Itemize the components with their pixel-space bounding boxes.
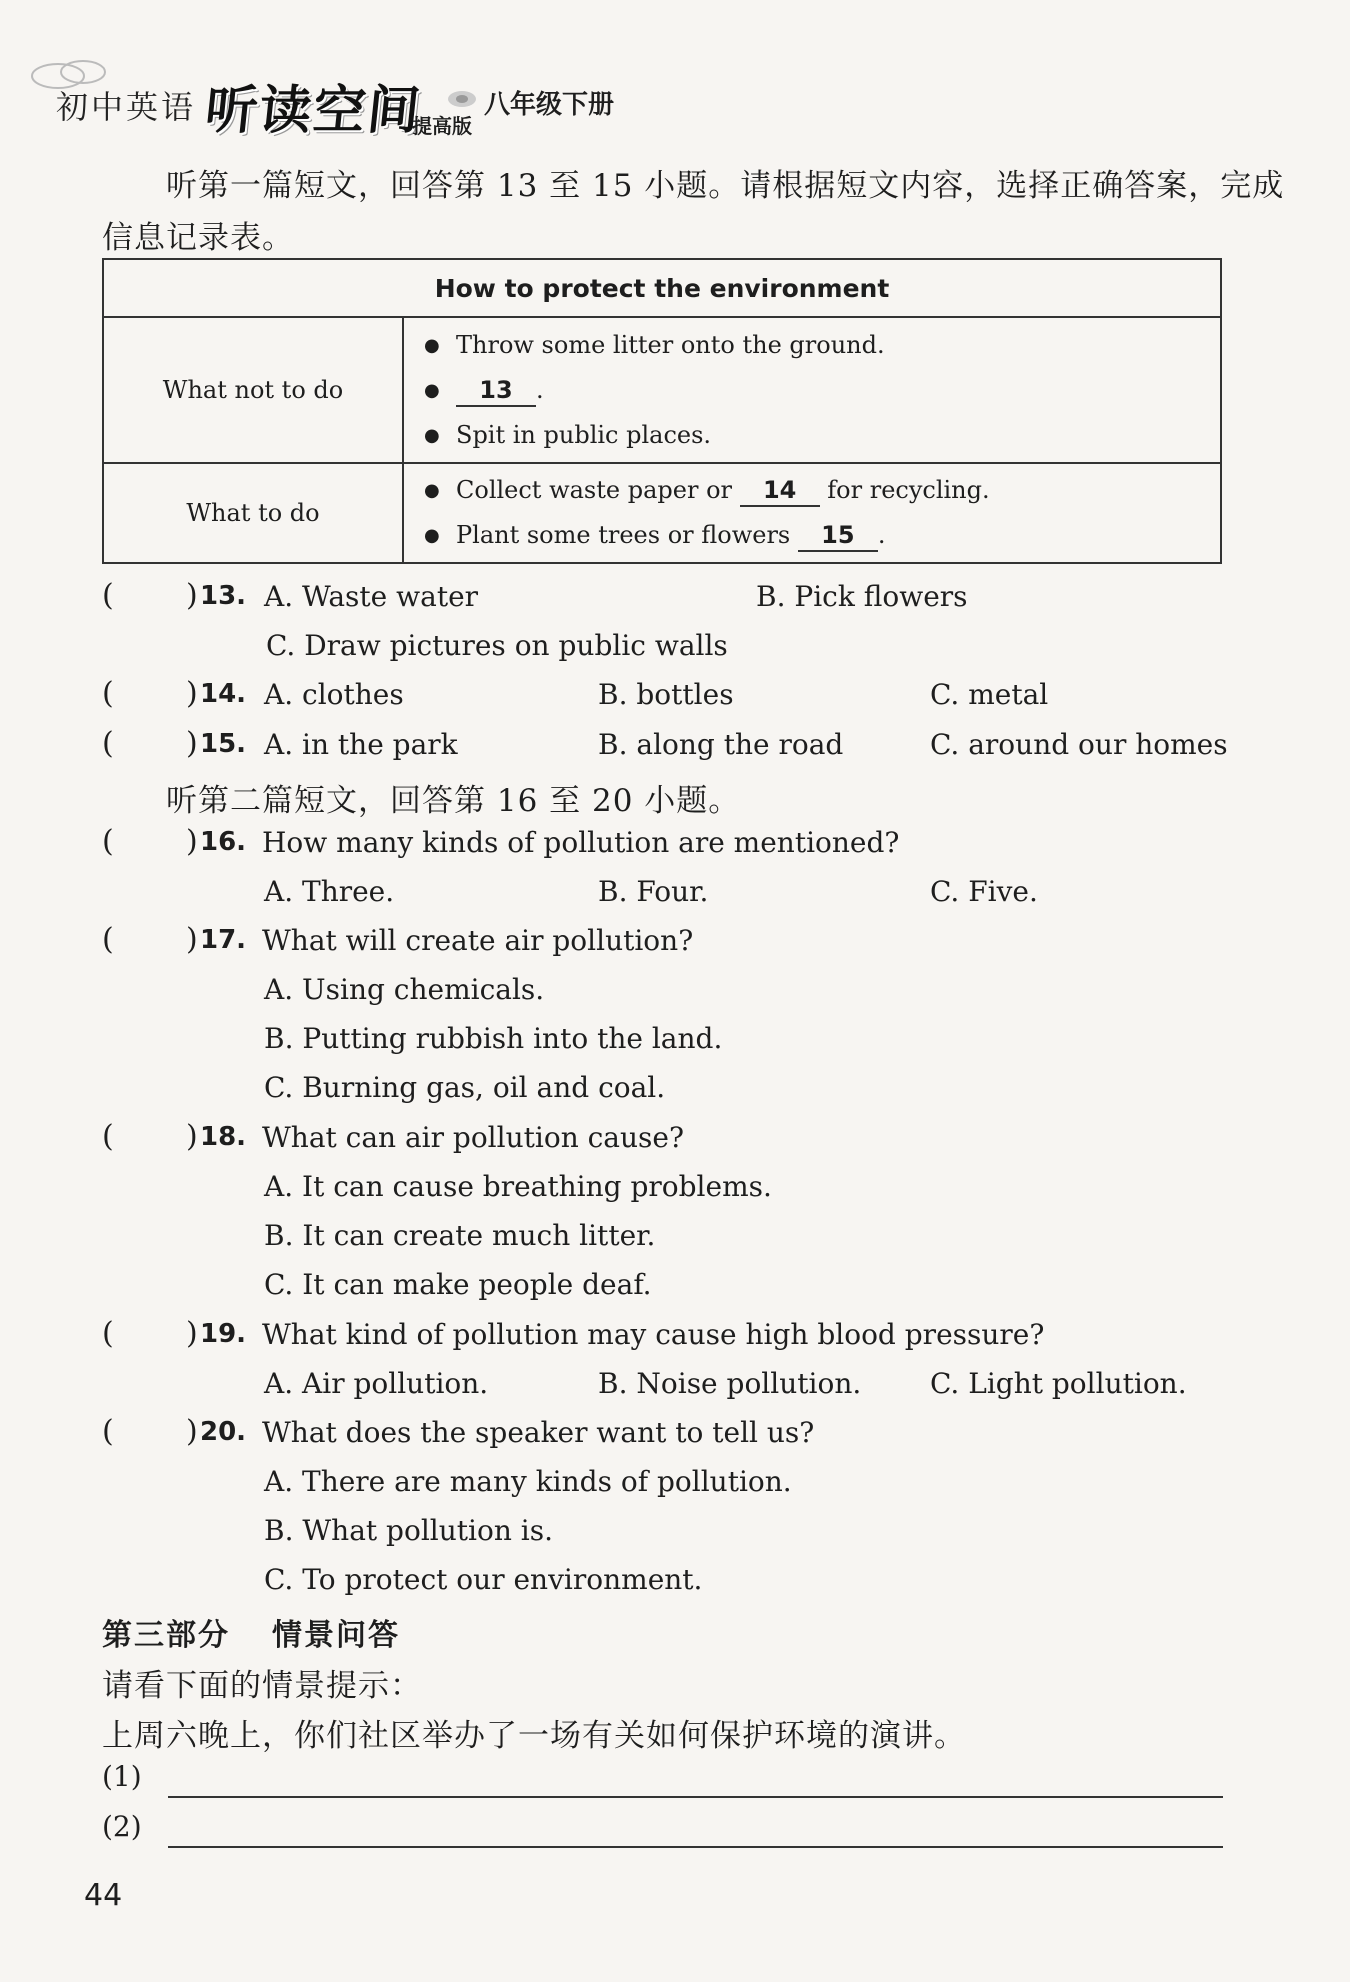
question-number: 13.: [200, 581, 247, 611]
list-item: ● 13 .: [424, 368, 1219, 413]
answer-paren-close: ): [186, 726, 198, 761]
question-number: 14.: [200, 679, 247, 709]
answer-paren-open[interactable]: (: [102, 578, 114, 613]
question-number: 17.: [200, 925, 247, 955]
option-a[interactable]: A. Three.: [264, 875, 395, 908]
header-edition: 提高版: [412, 114, 472, 138]
option-b[interactable]: B. What pollution is.: [264, 1514, 553, 1547]
list-item: ● Plant some trees or flowers 15 .: [424, 513, 1219, 558]
part3-prompt: 请看下面的情景提示：: [102, 1668, 422, 1704]
option-a[interactable]: A. clothes: [264, 678, 404, 711]
question-number: 15.: [200, 729, 247, 759]
blank-13[interactable]: 13: [456, 375, 536, 407]
option-c[interactable]: C. metal: [930, 678, 1049, 711]
option-b[interactable]: B. Putting rubbish into the land.: [264, 1022, 723, 1055]
part3-label: 第三部分: [102, 1618, 230, 1653]
blank-14[interactable]: 14: [740, 475, 820, 507]
what-not-to-do-list: [403, 317, 1221, 463]
header-series-small: 初中英语: [56, 88, 197, 126]
page-number: 44: [84, 1878, 123, 1913]
question-stem: How many kinds of pollution are mentioned?: [262, 826, 900, 859]
section2-instructions: 听第二篇短文，回答第 16 至 20 小题。: [166, 783, 741, 819]
question-stem: What can air pollution cause?: [262, 1121, 684, 1154]
option-a[interactable]: A. It can cause breathing problems.: [264, 1170, 772, 1203]
answer-paren-close: ): [186, 1414, 198, 1449]
option-a[interactable]: A. Waste water: [264, 580, 479, 613]
answer-paren-open[interactable]: (: [102, 824, 114, 859]
option-b[interactable]: B. Noise pollution.: [598, 1367, 862, 1400]
row-label-what-not-to-do: What not to do: [103, 317, 403, 463]
option-a[interactable]: A. in the park: [264, 728, 458, 761]
answer-line-label-2: (2): [102, 1810, 142, 1843]
table-title: How to protect the environment: [103, 259, 1221, 317]
question-number: 20.: [200, 1417, 247, 1447]
option-a[interactable]: A. Air pollution.: [264, 1367, 489, 1400]
question-number: 18.: [200, 1122, 247, 1152]
option-b[interactable]: B. It can create much litter.: [264, 1219, 656, 1252]
option-b[interactable]: B. Pick flowers: [756, 580, 968, 613]
answer-paren-close: ): [186, 1316, 198, 1351]
answer-paren-open[interactable]: (: [102, 1316, 114, 1351]
answer-line-1[interactable]: [168, 1796, 1223, 1798]
option-b[interactable]: B. Four.: [598, 875, 709, 908]
question-stem: What kind of pollution may cause high blood pressure?: [262, 1318, 1045, 1351]
header-grade: 八年级下册: [484, 90, 615, 120]
header-series-logo: 听读空间: [202, 81, 425, 141]
option-c[interactable]: C. Draw pictures on public walls: [266, 629, 728, 662]
list-item: ● Collect waste paper or 14 for recycling.: [424, 468, 1219, 513]
answer-paren-close: ): [186, 922, 198, 957]
answer-line-label-1: (1): [102, 1760, 142, 1793]
answer-paren-close: ): [186, 676, 198, 711]
flower-decoration-icon: [446, 88, 478, 110]
part3-title: 情景问答: [272, 1618, 400, 1653]
answer-paren-open[interactable]: (: [102, 726, 114, 761]
answer-paren-open[interactable]: (: [102, 676, 114, 711]
option-c[interactable]: C. To protect our environment.: [264, 1563, 703, 1596]
answer-paren-close: ): [186, 824, 198, 859]
section1-instructions-line1: 听第一篇短文，回答第 13 至 15 小题。请根据短文内容，选择正确答案，完成: [166, 168, 1285, 204]
answer-paren-close: ): [186, 1119, 198, 1154]
row-label-what-to-do: What to do: [103, 463, 403, 563]
answer-paren-open[interactable]: (: [102, 922, 114, 957]
part3-scenario: 上周六晚上，你们社区举办了一场有关如何保护环境的演讲。: [102, 1718, 966, 1754]
option-b[interactable]: B. along the road: [598, 728, 844, 761]
option-a[interactable]: A. Using chemicals.: [264, 973, 545, 1006]
option-b[interactable]: B. bottles: [598, 678, 734, 711]
question-number: 19.: [200, 1319, 247, 1349]
question-number: 16.: [200, 827, 247, 857]
question-stem: What will create air pollution?: [262, 924, 694, 957]
option-c[interactable]: C. It can make people deaf.: [264, 1268, 652, 1301]
section1-instructions-line2: 信息记录表。: [102, 220, 294, 256]
list-item: ● Spit in public places.: [424, 413, 1219, 458]
answer-paren-open[interactable]: (: [102, 1414, 114, 1449]
info-record-table: [102, 258, 1222, 564]
option-c[interactable]: C. around our homes: [930, 728, 1228, 761]
blank-15[interactable]: 15: [798, 520, 878, 552]
answer-paren-open[interactable]: (: [102, 1119, 114, 1154]
answer-paren-close: ): [186, 578, 198, 613]
what-to-do-list: [403, 463, 1221, 563]
answer-line-2[interactable]: [168, 1846, 1223, 1848]
option-a[interactable]: A. There are many kinds of pollution.: [264, 1465, 792, 1498]
part3-heading: [102, 1610, 400, 1654]
option-c[interactable]: C. Five.: [930, 875, 1038, 908]
question-stem: What does the speaker want to tell us?: [262, 1416, 815, 1449]
list-item: ● Throw some litter onto the ground.: [424, 323, 1219, 368]
option-c[interactable]: C. Burning gas, oil and coal.: [264, 1071, 666, 1104]
option-c[interactable]: C. Light pollution.: [930, 1367, 1187, 1400]
